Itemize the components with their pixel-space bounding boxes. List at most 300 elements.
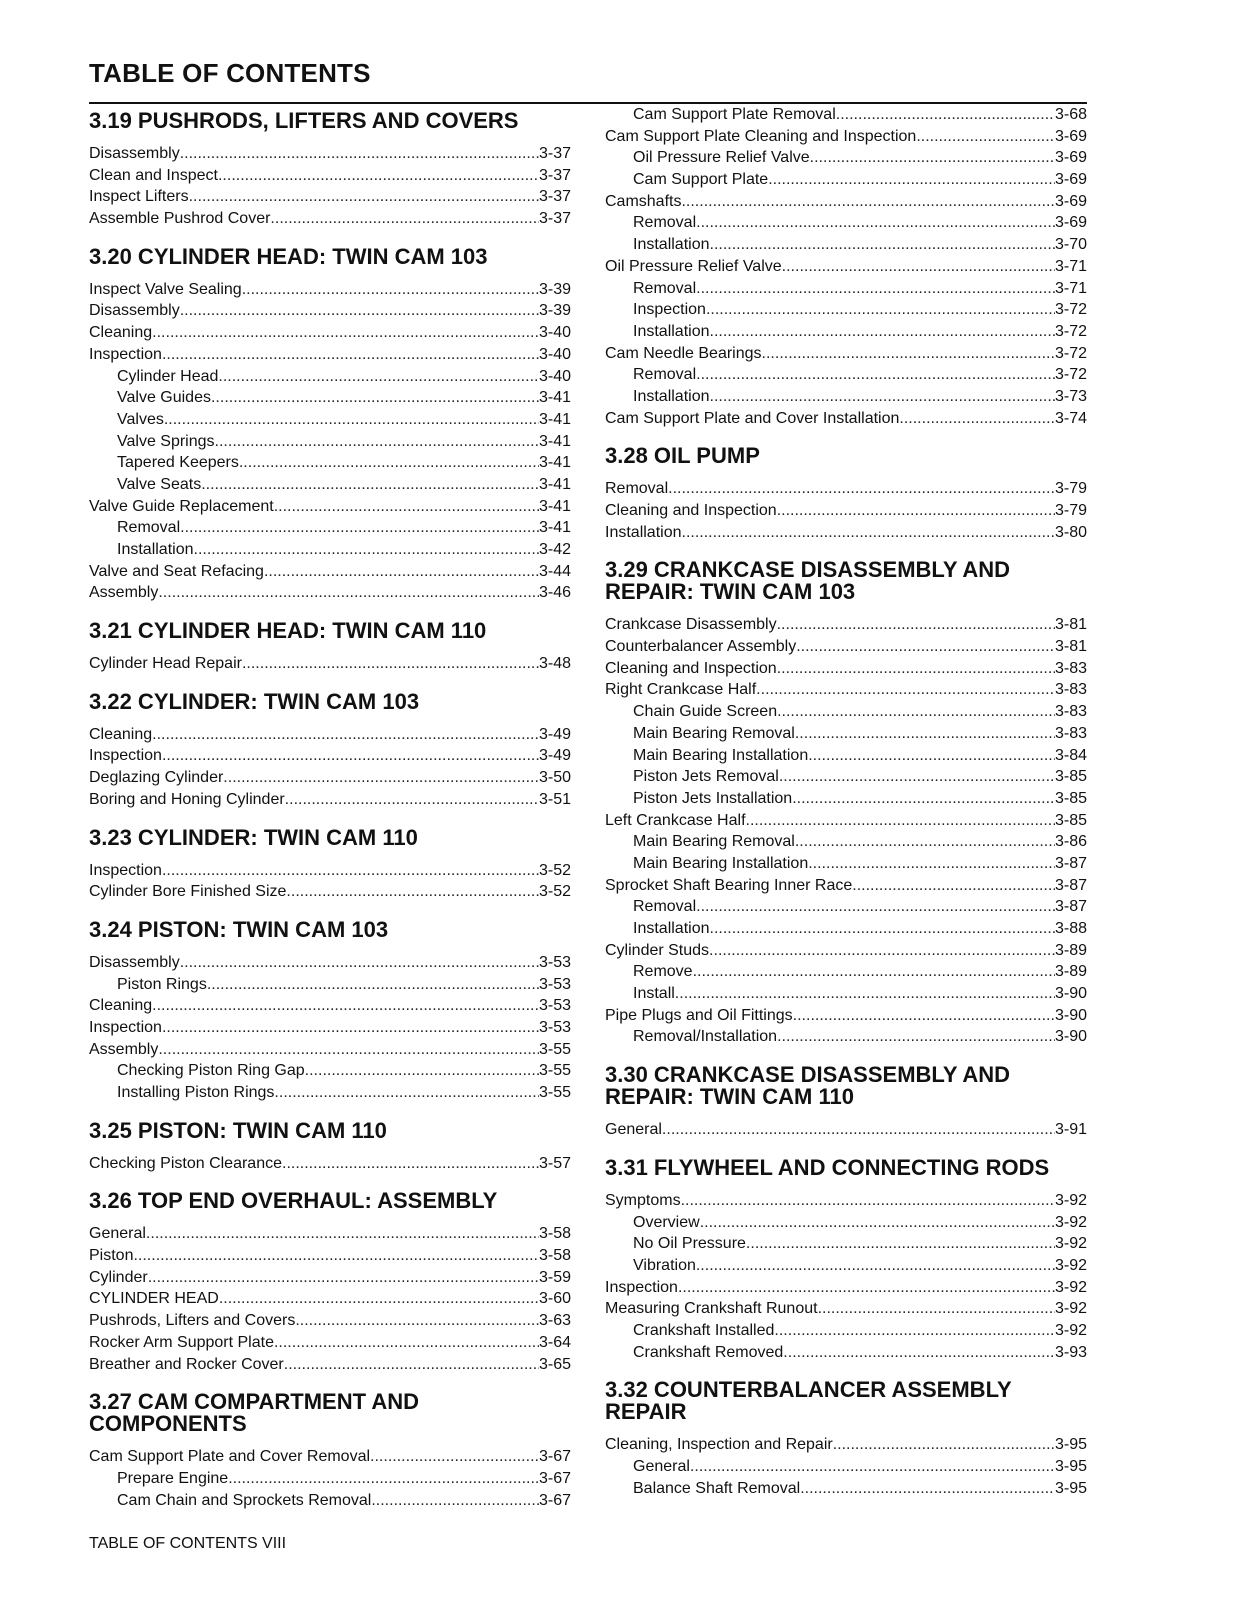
toc-page-number: 3-40 — [538, 345, 571, 363]
toc-entry[interactable] — [89, 208, 571, 230]
dot-leader — [710, 234, 1055, 256]
toc-entry[interactable] — [89, 366, 571, 388]
dot-leader — [282, 1153, 539, 1175]
dot-leader — [681, 1190, 1055, 1212]
toc-entry[interactable] — [605, 1026, 1087, 1048]
toc-entry[interactable] — [605, 408, 1087, 430]
toc-page-number: 3-70 — [1054, 236, 1087, 254]
toc-entry-title: Cam Needle Bearings — [605, 344, 762, 362]
dot-leader — [836, 104, 1055, 126]
dot-leader — [710, 386, 1055, 408]
toc-entry[interactable] — [605, 104, 1087, 126]
toc-entry[interactable] — [605, 1233, 1087, 1255]
toc-entry[interactable] — [605, 256, 1087, 278]
toc-entry[interactable] — [89, 724, 571, 746]
dot-leader — [782, 256, 1055, 278]
dot-leader — [194, 539, 539, 561]
dot-leader — [756, 679, 1055, 701]
toc-entry[interactable] — [89, 279, 571, 301]
toc-entry[interactable] — [89, 1446, 571, 1468]
toc-page-number: 3-69 — [1054, 192, 1087, 210]
toc-entry-title: Cam Support Plate Removal — [633, 106, 836, 123]
dot-leader — [777, 614, 1055, 636]
toc-entry[interactable] — [89, 496, 571, 518]
toc-entry-title: Deglazing Cylinder — [89, 769, 224, 787]
toc-page-number: 3-60 — [538, 1290, 571, 1308]
toc-entry-title: Inspection — [633, 301, 706, 319]
toc-section-3-29 — [605, 553, 1087, 1048]
dot-leader — [795, 723, 1055, 745]
dot-leader — [777, 500, 1055, 522]
toc-page-number: 3-90 — [1054, 985, 1087, 1003]
dot-leader — [162, 344, 539, 366]
toc-page-number: 3-72 — [1054, 322, 1087, 340]
dot-leader — [682, 522, 1055, 544]
toc-page-number: 3-57 — [538, 1154, 571, 1172]
toc-page-number: 3-84 — [1054, 746, 1087, 764]
dot-leader — [808, 745, 1055, 767]
toc-page-number: 3-59 — [538, 1268, 571, 1286]
dot-leader — [274, 496, 539, 518]
toc-entry[interactable] — [89, 1468, 571, 1490]
toc-page-number: 3-52 — [538, 883, 571, 901]
toc-entry-title: Removal — [633, 279, 697, 297]
dot-leader — [189, 186, 539, 208]
toc-entry[interactable] — [605, 940, 1087, 962]
toc-entry[interactable] — [89, 165, 571, 187]
dot-leader — [370, 1446, 539, 1468]
dot-leader — [696, 1255, 1055, 1277]
toc-entry-list — [89, 860, 571, 903]
toc-page-number: 3-49 — [538, 725, 571, 743]
toc-entry[interactable] — [605, 1255, 1087, 1277]
toc-section-3-31 — [605, 1151, 1087, 1364]
toc-entry[interactable] — [605, 500, 1087, 522]
toc-entry[interactable] — [89, 881, 571, 903]
toc-entry-title: Inspection — [605, 1278, 678, 1296]
toc-entry-title: Installation — [633, 920, 710, 937]
toc-entry[interactable] — [89, 1017, 571, 1039]
toc-entry-title: Overview — [633, 1213, 700, 1231]
toc-entry-title: Cylinder Head Repair — [89, 655, 242, 673]
toc-page-number: 3-53 — [538, 1018, 571, 1036]
toc-entry[interactable] — [89, 1288, 571, 1310]
toc-entry-title: Disassembly — [89, 302, 180, 320]
toc-entry[interactable] — [605, 658, 1087, 680]
toc-entry[interactable] — [605, 810, 1087, 832]
toc-page-number: 3-72 — [1054, 366, 1087, 384]
dot-leader — [795, 831, 1055, 853]
toc-entry[interactable] — [605, 701, 1087, 723]
toc-entry-title: Cylinder Head — [117, 367, 219, 385]
toc-entry-title: No Oil Pressure — [633, 1235, 746, 1253]
dot-leader — [162, 1017, 539, 1039]
section-heading: 3.24 PISTON: TWIN CAM 103 — [89, 916, 389, 942]
toc-entry[interactable] — [605, 299, 1087, 321]
toc-page-number: 3-92 — [1054, 1213, 1087, 1231]
toc-entry[interactable] — [89, 1490, 571, 1512]
toc-entry-title: Rocker Arm Support Plate — [89, 1333, 274, 1351]
toc-section-3-21 — [89, 614, 571, 675]
toc-page-number: 3-40 — [538, 324, 571, 342]
toc-entry-title: Camshafts — [605, 192, 682, 210]
page-footer: TABLE OF CONTENTS VIII — [89, 1535, 287, 1552]
section-heading: 3.27 CAM COMPARTMENT AND COMPONENTS — [89, 1389, 420, 1437]
toc-page-number: 3-71 — [1054, 257, 1087, 275]
toc-entry[interactable] — [605, 126, 1087, 148]
toc-entry[interactable] — [605, 1456, 1087, 1478]
toc-entry-title: Oil Pressure Relief Valve — [605, 257, 782, 275]
toc-entry-title: Symptoms — [605, 1191, 681, 1209]
toc-entry[interactable] — [605, 1212, 1087, 1234]
toc-entry-title: Cleaning — [89, 997, 153, 1015]
toc-entry-title: Prepare Engine — [117, 1469, 229, 1487]
toc-entry-title: Cleaning, Inspection and Repair — [605, 1436, 833, 1454]
dot-leader — [777, 1026, 1055, 1048]
dot-leader — [219, 1288, 539, 1310]
dot-leader — [228, 1468, 539, 1490]
dot-leader — [152, 724, 539, 746]
dot-leader — [746, 810, 1055, 832]
section-heading: 3.31 FLYWHEEL AND CONNECTING RODS — [605, 1154, 1050, 1180]
toc-entry[interactable] — [89, 860, 571, 882]
page-title: TABLE OF CONTENTS — [89, 58, 371, 88]
toc-entry-title: General — [89, 1225, 146, 1243]
toc-entry-title: Inspection — [89, 345, 162, 363]
toc-entry[interactable] — [605, 1119, 1087, 1141]
toc-entry[interactable] — [605, 169, 1087, 191]
dot-leader — [264, 561, 539, 583]
toc-entry-title: Installation — [633, 236, 710, 254]
toc-entry[interactable] — [605, 191, 1087, 213]
toc-entry[interactable] — [89, 653, 571, 675]
toc-entry[interactable] — [605, 853, 1087, 875]
toc-page-number: 3-95 — [1054, 1436, 1087, 1454]
toc-entry[interactable] — [89, 974, 571, 996]
toc-entry-title: General — [633, 1458, 690, 1475]
toc-entry[interactable] — [605, 147, 1087, 169]
toc-page-number: 3-42 — [538, 541, 571, 558]
toc-entry-title: Removal — [633, 366, 697, 384]
toc-page-number: 3-44 — [538, 562, 571, 580]
toc-page-number: 3-83 — [1054, 681, 1087, 699]
toc-entry[interactable] — [89, 561, 571, 583]
toc-entry[interactable] — [89, 767, 571, 789]
dot-leader — [180, 143, 539, 165]
dot-leader — [242, 279, 539, 301]
toc-entry-title: Removal — [633, 898, 697, 916]
toc-page-number: 3-37 — [538, 145, 571, 162]
toc-page-number: 3-85 — [1054, 768, 1087, 786]
dot-leader — [242, 653, 539, 675]
toc-page-number: 3-83 — [1054, 724, 1087, 742]
toc-entry-title: Inspect Lifters — [89, 188, 189, 206]
toc-page-number: 3-91 — [1054, 1121, 1087, 1139]
dot-leader — [696, 896, 1055, 918]
toc-page-number: 3-53 — [538, 997, 571, 1015]
toc-entry[interactable] — [89, 1039, 571, 1061]
dot-leader — [774, 1320, 1055, 1342]
toc-left-column — [89, 104, 571, 1521]
dot-leader — [916, 126, 1055, 148]
dot-leader — [696, 278, 1055, 300]
toc-entry[interactable] — [605, 896, 1087, 918]
toc-entry-title: Installation — [605, 523, 682, 541]
toc-entry-title: Crankcase Disassembly — [605, 616, 777, 634]
toc-entry[interactable] — [89, 409, 571, 431]
toc-entry[interactable] — [605, 679, 1087, 701]
dot-leader — [800, 1478, 1055, 1500]
toc-entry[interactable] — [605, 234, 1087, 256]
toc-entry[interactable] — [605, 831, 1087, 853]
toc-page-number: 3-39 — [538, 302, 571, 320]
toc-entry[interactable] — [605, 1342, 1087, 1364]
toc-entry-title: Cam Support Plate — [633, 171, 769, 189]
toc-entry-title: Inspection — [89, 747, 162, 765]
toc-page-number: 3-69 — [1054, 214, 1087, 232]
dot-leader — [710, 321, 1055, 343]
toc-entry[interactable] — [89, 1354, 571, 1376]
dot-leader — [709, 940, 1055, 962]
toc-page-number: 3-46 — [538, 584, 571, 602]
dot-leader — [286, 881, 539, 903]
toc-entry-list — [89, 1153, 571, 1175]
toc-entry[interactable] — [605, 961, 1087, 983]
toc-entry[interactable] — [89, 582, 571, 604]
toc-entry[interactable] — [89, 322, 571, 344]
toc-page-number: 3-92 — [1054, 1235, 1087, 1253]
dot-leader — [818, 1298, 1055, 1320]
toc-entry[interactable] — [605, 364, 1087, 386]
toc-entry[interactable] — [89, 539, 571, 561]
toc-page-number: 3-69 — [1054, 171, 1087, 189]
toc-entry-title: Cleaning and Inspection — [605, 502, 777, 519]
toc-entry[interactable] — [89, 474, 571, 496]
toc-entry[interactable] — [605, 1298, 1087, 1320]
section-heading: 3.22 CYLINDER: TWIN CAM 103 — [89, 688, 420, 714]
toc-entry[interactable] — [605, 1005, 1087, 1027]
toc-entry[interactable] — [89, 995, 571, 1017]
toc-entry[interactable] — [89, 1332, 571, 1354]
toc-entry-title: Valve Guides — [117, 389, 211, 407]
toc-entry-title: Inspection — [89, 861, 162, 879]
section-heading: 3.30 CRANKCASE DISASSEMBLY AND REPAIR: TWIN CAM 110 — [605, 1062, 1011, 1110]
toc-entry[interactable] — [605, 343, 1087, 365]
toc-entry[interactable] — [89, 1060, 571, 1082]
toc-page-number: 3-48 — [538, 655, 571, 673]
toc-page-number: 3-92 — [1054, 1321, 1087, 1339]
dot-leader — [211, 387, 539, 409]
toc-page-number: 3-81 — [1054, 638, 1087, 656]
toc-entry[interactable] — [605, 1277, 1087, 1299]
toc-entry-title: Cam Support Plate and Cover Installation — [605, 409, 900, 427]
toc-entry[interactable] — [89, 1153, 571, 1175]
toc-entry-list — [605, 1119, 1087, 1141]
toc-entry-title: Valve Guide Replacement — [89, 497, 274, 515]
toc-entry[interactable] — [605, 278, 1087, 300]
toc-page-number: 3-41 — [538, 410, 571, 428]
toc-page-number: 3-83 — [1054, 659, 1087, 677]
dot-leader — [148, 1267, 539, 1289]
toc-entry-title: Oil Pressure Relief Valve — [633, 149, 810, 167]
dot-leader — [768, 169, 1055, 191]
toc-entry[interactable] — [89, 452, 571, 474]
toc-page-number: 3-37 — [538, 188, 571, 206]
toc-page-number: 3-37 — [538, 210, 571, 228]
toc-entry[interactable] — [605, 766, 1087, 788]
toc-entry-title: Cam Chain and Sprockets Removal — [117, 1491, 372, 1509]
dot-leader — [285, 789, 539, 811]
toc-entry[interactable] — [89, 387, 571, 409]
toc-entry[interactable] — [89, 344, 571, 366]
section-heading: 3.28 OIL PUMP — [605, 443, 760, 469]
toc-page-number: 3-39 — [538, 280, 571, 298]
toc-entry-title: Disassembly — [89, 145, 180, 162]
dot-leader — [675, 983, 1055, 1005]
toc-entry[interactable] — [605, 745, 1087, 767]
toc-page-number: 3-55 — [538, 1040, 571, 1058]
toc-entry-title: Valve and Seat Refacing — [89, 562, 264, 580]
toc-page-number: 3-50 — [538, 769, 571, 787]
toc-page-number: 3-58 — [538, 1225, 571, 1243]
toc-page-number: 3-74 — [1054, 409, 1087, 427]
dot-leader — [371, 1490, 539, 1512]
dot-leader — [162, 745, 539, 767]
toc-entry-list — [605, 614, 1087, 1048]
toc-page-number: 3-83 — [1054, 703, 1087, 721]
dot-leader — [693, 961, 1055, 983]
toc-entry-title: Assembly — [89, 1040, 159, 1058]
toc-entry-title: Left Crankcase Half — [605, 811, 746, 829]
toc-entry[interactable] — [605, 212, 1087, 234]
toc-entry[interactable] — [605, 723, 1087, 745]
toc-entry-title: Clean and Inspect — [89, 166, 218, 184]
toc-entry-title: General — [605, 1121, 662, 1139]
toc-entry-title: CYLINDER HEAD — [89, 1290, 219, 1308]
toc-section-3-28 — [605, 439, 1087, 543]
toc-page-number: 3-52 — [538, 861, 571, 879]
toc-page-number: 3-72 — [1054, 344, 1087, 362]
dot-leader — [180, 952, 539, 974]
toc-entry-title: Pushrods, Lifters and Covers — [89, 1312, 296, 1330]
toc-entry-title: Tapered Keepers — [117, 454, 239, 472]
toc-page-number: 3-41 — [538, 454, 571, 472]
toc-entry[interactable] — [605, 614, 1087, 636]
toc-entry-list — [89, 952, 571, 1104]
toc-section-continued — [605, 104, 1087, 429]
toc-entry[interactable] — [605, 1320, 1087, 1342]
toc-section-3-24 — [89, 913, 571, 1104]
toc-entry[interactable] — [89, 1082, 571, 1104]
toc-page-number: 3-67 — [538, 1448, 571, 1466]
toc-page-number: 3-69 — [1054, 127, 1087, 145]
toc-entry-title: Cleaning and Inspection — [605, 659, 777, 677]
dot-leader — [201, 474, 539, 496]
toc-entry[interactable] — [89, 431, 571, 453]
section-heading: 3.21 CYLINDER HEAD: TWIN CAM 110 — [89, 618, 487, 644]
toc-entry[interactable] — [605, 1434, 1087, 1456]
toc-entry-title: Inspect Valve Sealing — [89, 280, 242, 298]
dot-leader — [162, 860, 539, 882]
toc-entry[interactable] — [605, 1478, 1087, 1500]
toc-entry[interactable] — [605, 918, 1087, 940]
toc-entry[interactable] — [89, 186, 571, 208]
toc-entry-title: Main Bearing Removal — [633, 724, 795, 742]
toc-entry[interactable] — [89, 789, 571, 811]
toc-entry[interactable] — [605, 1190, 1087, 1212]
dot-leader — [207, 974, 539, 996]
toc-entry[interactable] — [605, 875, 1087, 897]
dot-leader — [146, 1223, 539, 1245]
toc-entry[interactable] — [605, 636, 1087, 658]
section-heading: 3.19 PUSHRODS, LIFTERS AND COVERS — [89, 108, 519, 133]
toc-entry[interactable] — [89, 300, 571, 322]
toc-page-number: 3-73 — [1054, 387, 1087, 405]
toc-entry[interactable] — [605, 788, 1087, 810]
toc-entry[interactable] — [89, 745, 571, 767]
dot-leader — [180, 517, 539, 539]
dot-leader — [180, 300, 539, 322]
dot-leader — [133, 1245, 539, 1267]
toc-entry[interactable] — [89, 1310, 571, 1332]
toc-page-number: 3-92 — [1054, 1300, 1087, 1318]
toc-entry-title: Cleaning — [89, 725, 153, 743]
toc-section-3-27 — [89, 1385, 571, 1511]
toc-entry[interactable] — [89, 517, 571, 539]
toc-entry-title: Piston Jets Installation — [633, 789, 793, 807]
toc-entry-title: Sprocket Shaft Bearing Inner Race — [605, 876, 853, 894]
toc-entry[interactable] — [89, 1245, 571, 1267]
toc-entry[interactable] — [605, 983, 1087, 1005]
toc-entry[interactable] — [605, 478, 1087, 500]
toc-page-number: 3-87 — [1054, 898, 1087, 916]
toc-entry-title: Boring and Honing Cylinder — [89, 790, 285, 808]
dot-leader — [796, 636, 1055, 658]
dot-leader — [746, 1233, 1055, 1255]
toc-entry-title: Installing Piston Rings — [117, 1084, 275, 1101]
dot-leader — [696, 364, 1055, 386]
toc-entry-title: Installation — [633, 322, 710, 340]
toc-entry[interactable] — [605, 522, 1087, 544]
toc-entry-title: Vibration — [633, 1256, 696, 1274]
toc-section-3-25 — [89, 1114, 571, 1175]
toc-page-number: 3-87 — [1054, 854, 1087, 872]
dot-leader — [833, 1434, 1055, 1456]
toc-entry[interactable] — [89, 952, 571, 974]
toc-entry-list — [89, 1223, 571, 1375]
dot-leader — [810, 147, 1055, 169]
toc-entry[interactable] — [89, 1267, 571, 1289]
section-heading: 3.29 CRANKCASE DISASSEMBLY AND REPAIR: TWIN CAM 103 — [605, 557, 1011, 605]
dot-leader — [284, 1354, 539, 1376]
toc-page-number: 3-41 — [538, 432, 571, 450]
dot-leader — [305, 1060, 539, 1082]
toc-entry-title: Piston Jets Removal — [633, 768, 779, 786]
toc-entry-title: Cleaning — [89, 324, 153, 342]
toc-page-number: 3-41 — [538, 519, 571, 537]
toc-entry-title: Install — [633, 985, 675, 1003]
toc-entry-title: Cylinder Studs — [605, 941, 710, 959]
toc-entry-title: Main Bearing Removal — [633, 833, 795, 851]
toc-entry[interactable] — [89, 1223, 571, 1245]
toc-entry[interactable] — [605, 321, 1087, 343]
toc-entry-title: Counterbalancer Assembly — [605, 638, 797, 656]
dot-leader — [668, 478, 1055, 500]
toc-entry[interactable] — [605, 386, 1087, 408]
toc-page-number: 3-95 — [1054, 1458, 1087, 1475]
toc-entry[interactable] — [89, 143, 571, 165]
dot-leader — [295, 1310, 539, 1332]
